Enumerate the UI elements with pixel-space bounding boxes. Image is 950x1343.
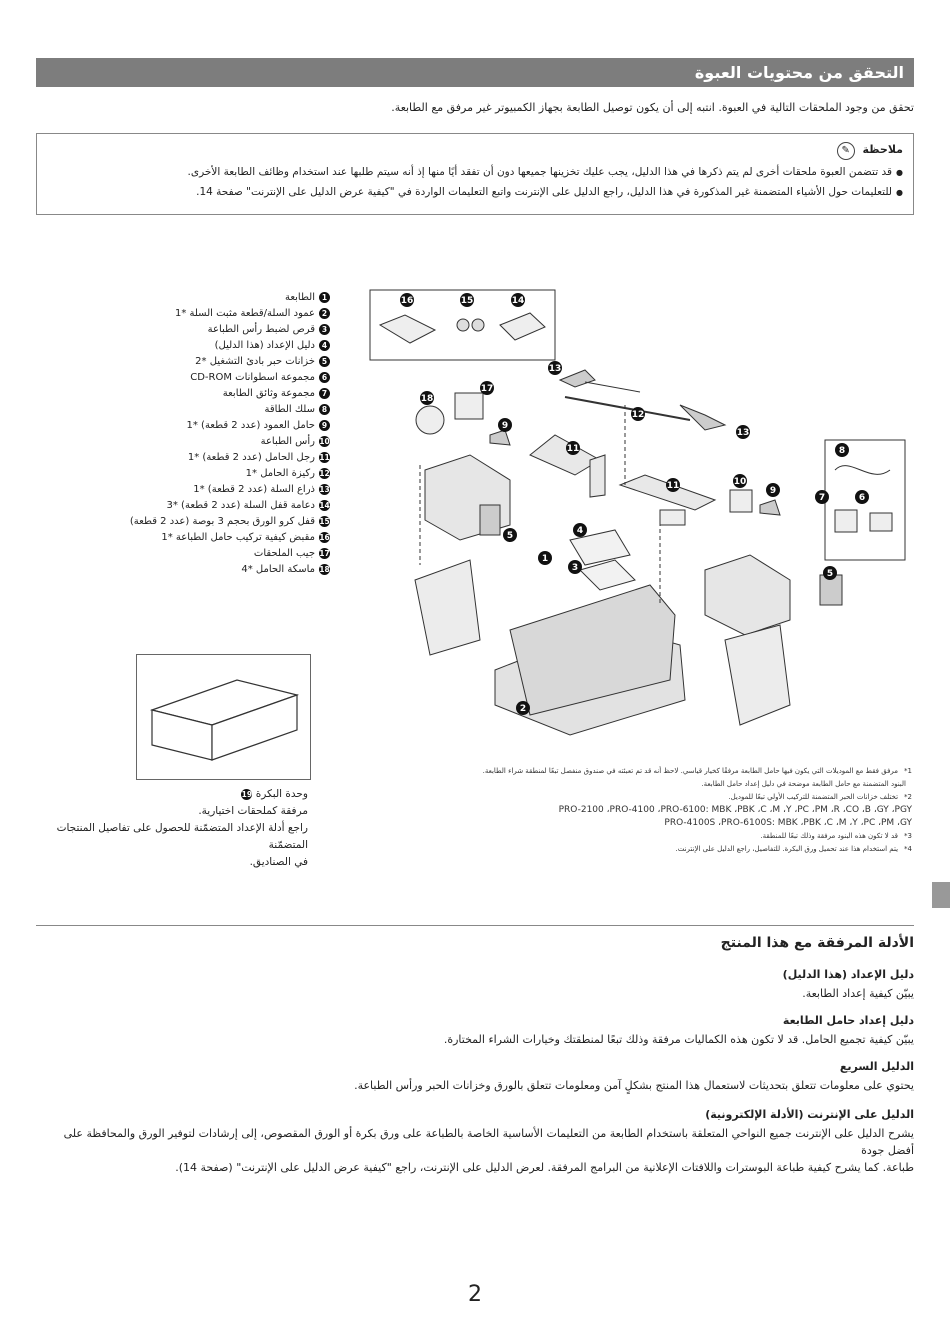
part-item	[120, 370, 330, 386]
item-19-line: راجع أدلة الإعداد المتضمّنة للحصول على تفاصيل المنتجات المتضمّنة	[56, 822, 308, 851]
part-9-shape	[490, 430, 510, 445]
chapter-tab	[932, 882, 950, 908]
parts-list	[120, 290, 330, 578]
part-label: ركيزة الحامل *1	[245, 468, 315, 479]
part-14-shape	[500, 313, 545, 340]
online-manual-text: يشرح الدليل على الإنترنت جميع النواحي المتعلقة باستخدام الطابعة من التعليمات الأساسية الخاصة بالطباعة على ورق بكرة أو الورق المقصوص، إلى إرشادات لتوفير الورق والمحافظة على أفضل جودة	[63, 1127, 914, 1157]
diagram-number: 15	[460, 296, 474, 306]
part-6-shape	[870, 513, 892, 531]
item-number: 1	[319, 292, 330, 303]
item-number: 2	[319, 308, 330, 319]
part-9b-shape	[760, 500, 780, 515]
part-7-shape	[835, 510, 857, 532]
diagram-number: 11	[666, 481, 680, 491]
item-number: 15	[319, 516, 330, 526]
diagram-number: 6	[858, 493, 866, 503]
footnote-row	[480, 830, 912, 843]
divider	[36, 925, 914, 926]
footnote-mark: 4*	[904, 845, 912, 853]
note-item: ● للتعليمات حول الأشياء المتضمنة غير المذكورة في هذا الدليل، راجع الدليل على الإنترنت واتبع التعليمات الواردة في "كيفية عرض الدليل على الإنترنت" صفحة 14.	[47, 186, 903, 198]
footnote-mark: 1*	[904, 767, 912, 775]
footnote-text: قد لا تكون هذه البنود مرفقة وذلك تبعًا للمنطقة.	[760, 832, 899, 840]
part-item	[120, 434, 330, 450]
part-label: خزانات حبر بادئ التشغيل *2	[195, 356, 315, 367]
part-item	[120, 466, 330, 482]
part-item	[120, 514, 330, 530]
stand-guide-block	[36, 1014, 914, 1048]
footnote-text: البنود المتضمنة مع حامل الطابعة موضحة في دليل إعداد حامل الطابعة.	[701, 780, 906, 788]
part-label: مقبض كيفية تركيب حامل الطباعة *1	[161, 532, 315, 543]
part-label: الطابعة	[284, 292, 315, 303]
online-manual-text: طباعة. كما يشرح كيفية طباعة البوسترات واللافتات الإعلانية من البرامج المرفقة. لعرض الدليل على الإنترنت، راجع "كيفية عرض الدليل على الإنترنت" (صفحة 14).	[175, 1161, 914, 1174]
online-manual-title: الدليل على الإنترنت (الأدلة الإلكترونية)	[705, 1108, 914, 1121]
diagram-number: 11	[566, 444, 580, 454]
item-number: 8	[319, 404, 330, 415]
part-10-shape	[730, 490, 752, 512]
part-label: حامل العمود (عدد 2 قطعة) *1	[186, 420, 315, 431]
item-19-text	[36, 786, 308, 871]
item-19-line: مرفقة كملحقات اختيارية.	[198, 805, 308, 817]
footnote-row	[480, 843, 912, 856]
footnotes	[480, 765, 912, 856]
diagram-number: 10	[733, 477, 747, 487]
part-8-shape	[835, 466, 890, 475]
footnote-text: مرفق فقط مع الموديلات التي يكون فيها حامل الطابعة مرفقًا كخيار قياسي. لاحظ أنه قد تم تعبئته في صندوق منفصل تبعًا لمنطقة شراء الطابعة.	[482, 767, 899, 775]
part-label: قفل كرو الورق بحجم 3 بوصة (عدد 2 قطعة)	[129, 516, 315, 527]
footnote-mark: 2*	[904, 793, 912, 801]
part-label: عمود السلة/قطعة مثبت السلة *1	[174, 308, 315, 319]
part-label: ذراع السلة (عدد 2 قطعة) *1	[193, 484, 315, 495]
diagram-number: 13	[548, 364, 562, 374]
diagram-number: 5	[826, 569, 834, 579]
diagram-number: 2	[519, 704, 527, 714]
item-number: 14	[319, 500, 330, 510]
footnote-text: PRO-2100 ،PRO-4100 ،PRO-6100: MBK ،PBK ،C ،M ،Y ،PC ،PM ،R ،CO ،B ،GY ،PGY	[558, 805, 912, 815]
diagram-number: 7	[818, 493, 826, 503]
quick-guide-block	[36, 1060, 914, 1094]
item-number: 10	[319, 436, 330, 446]
footnote-row	[480, 804, 912, 817]
diagram-number: 5	[506, 531, 514, 541]
part-item	[120, 354, 330, 370]
part-15-shape	[457, 319, 469, 331]
diagram-number: 17	[480, 384, 494, 394]
part-item	[120, 498, 330, 514]
diagram-number: 3	[571, 563, 579, 573]
foam-left	[415, 560, 480, 655]
part-label: مجموعة وثائق الطابعة	[222, 388, 315, 399]
setup-guide-title: دليل الإعداد (هذا الدليل)	[782, 968, 914, 981]
footnote-row	[480, 765, 912, 778]
ink-tanks-left	[480, 505, 500, 535]
part-label: رأس الطباعة	[260, 436, 315, 447]
item-number: 6	[319, 372, 330, 383]
item-number: 13	[319, 484, 330, 494]
part-item	[120, 338, 330, 354]
stand-guide-text: يبيّن كيفية تجميع الحامل. قد لا تكون هذه الكماليات مرفقة وذلك تبعًا لمنطقتك وخيارات الشراء المختارة.	[443, 1033, 914, 1046]
part-label: دعامة قفل السلة (عدد 2 قطعة) *3	[166, 500, 315, 511]
packing-right	[705, 555, 790, 635]
part-label: سلك الطاقة	[264, 404, 315, 415]
item-number: 16	[319, 532, 330, 542]
item-19-title: وحدة البكرة 19	[241, 788, 308, 800]
diagram-number: 1	[541, 554, 549, 564]
footnote-mark: 3*	[904, 832, 912, 840]
part-item	[120, 290, 330, 306]
note-box	[36, 133, 914, 215]
intro-text: تحقق من وجود الملحقات التالية في العبوة. انتبه إلى أن يكون توصيل الطابعة بجهاز الكمبيوتر غير مرفق مع الطابعة.	[391, 101, 914, 114]
item-number: 18	[319, 564, 330, 574]
diagram-number: 8	[838, 446, 846, 456]
item-number: 4	[319, 340, 330, 351]
item-number: 5	[319, 356, 330, 367]
part-item	[120, 530, 330, 546]
footnote-row	[480, 817, 912, 830]
footnote-text: تختلف خزانات الحبر المتضمنة للتركيب الأولي تبعًا للموديل.	[728, 793, 899, 801]
item-number: 12	[319, 468, 330, 478]
item-number: 3	[319, 324, 330, 335]
setup-guide-block	[36, 968, 914, 1002]
foam-right	[725, 625, 790, 725]
part-17-shape	[455, 393, 483, 419]
note-title: ملاحظة	[862, 143, 903, 156]
diagram-number: 12	[631, 410, 645, 420]
quick-guide-title: الدليل السريع	[839, 1060, 914, 1073]
part-16-shape	[380, 315, 435, 343]
part-item	[120, 546, 330, 562]
parts-diagram	[360, 285, 920, 755]
diagram-number: 18	[420, 394, 434, 404]
part-item	[120, 402, 330, 418]
online-manual-block	[36, 1108, 914, 1176]
setup-guide-text: يبيّن كيفية إعداد الطابعة.	[802, 987, 914, 1000]
part-label: دليل الإعداد (هذا الدليل)	[214, 340, 315, 351]
part-label: ماسكة الحامل *4	[241, 564, 315, 575]
footnote-row	[480, 791, 912, 804]
part-label: رجل الحامل (عدد 2 قطعة) *1	[187, 452, 315, 463]
part-label: جيب الملحقات	[253, 548, 315, 559]
part-item	[120, 322, 330, 338]
note-item: ● قد تتضمن العبوة ملحقات أخرى لم يتم ذكرها في هذا الدليل، يجب عليك تخزينها جميعها دون أن تفقد أيًا منها إذ أنه سيتم طلبها عند استخدام وظائف الطابعة الأخرى.	[47, 166, 903, 178]
part-12-shape	[565, 397, 690, 420]
item-19-line: في الصناديق.	[249, 856, 308, 868]
item-number: 9	[319, 420, 330, 431]
diagram-number: 14	[511, 296, 525, 306]
part-item	[120, 482, 330, 498]
stand-guide-title: دليل إعداد حامل الطابعة	[782, 1014, 914, 1027]
part-label: قرص لضبط رأس الطباعة	[207, 324, 315, 335]
part-13-shape	[560, 370, 595, 387]
diagram-number: 4	[576, 526, 584, 536]
part-label: مجموعة اسطوانات CD-ROM	[190, 372, 315, 383]
page-number: 2	[468, 1282, 482, 1307]
note-header	[47, 142, 903, 160]
quick-guide-text: يحتوي على معلومات تتعلق بتحديثات لاستعمال هذا المنتج بشكلٍ آمن ومعلومات تتعلق بالورق وخزانات الحبر ورأس الطباعة.	[354, 1079, 914, 1092]
diagram-number: 9	[769, 486, 777, 496]
diagram-number: 16	[400, 296, 414, 306]
section-title: الأدلة المرفقة مع هذا المنتج	[720, 935, 914, 951]
item-number: 7	[319, 388, 330, 399]
item-number: 17	[319, 548, 330, 558]
part-item	[120, 450, 330, 466]
footnote-text: يتم استخدام هذا عند تحميل ورق البكرة. للتفاصيل، راجع الدليل على الإنترنت.	[675, 845, 899, 853]
roll-unit-illustration	[136, 654, 311, 780]
diagram-number: 9	[501, 421, 509, 431]
item-number: 11	[319, 452, 330, 462]
part-item	[120, 562, 330, 578]
footnote-text: PRO-4100S ،PRO-6100S: MBK ،PBK ،C ،M ،Y ،PC ،PM ،GY	[664, 818, 912, 828]
diagram-number: 13	[736, 428, 750, 438]
page-title: التحقق من محتويات العبوة	[36, 58, 914, 87]
part-18-shape	[416, 406, 444, 434]
part-item	[120, 418, 330, 434]
part-item	[120, 386, 330, 402]
part-item	[120, 306, 330, 322]
pencil-icon: ✎	[837, 142, 855, 160]
footnote-row	[480, 778, 912, 791]
item-number-19: 19	[241, 789, 253, 799]
